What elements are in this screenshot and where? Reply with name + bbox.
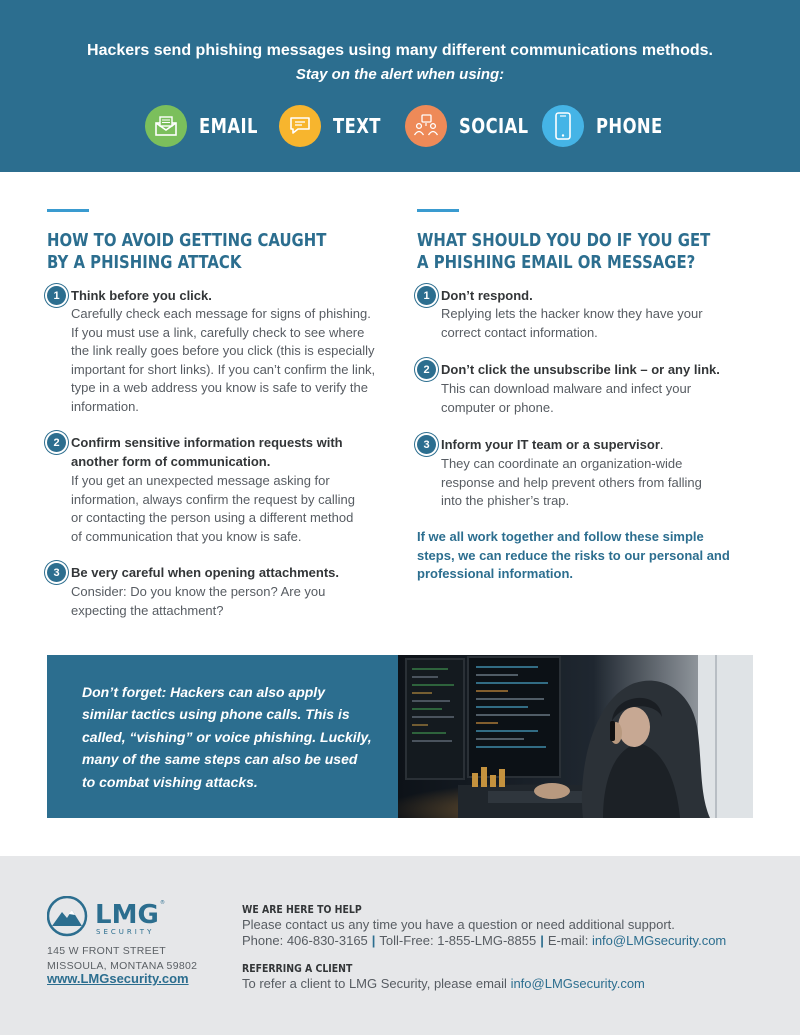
step-number-badge: 2 (417, 360, 436, 379)
hacker-photo (398, 655, 753, 818)
website-link[interactable]: www.LMGsecurity.com (47, 971, 189, 986)
address-line-2: MISSOULA, MONTANA 59802 (47, 960, 198, 972)
step-title: Be very careful when opening attachments. (71, 565, 340, 580)
method-text (279, 105, 391, 147)
step-body: They can coordinate an organization-wide response and help prevent others from falling into the phisher’s trap. (441, 456, 702, 509)
closing-message: If we all work together and follow these simple steps, we can reduce the risks to our personal and professional information. (417, 529, 730, 581)
referral-heading: REFERRING A CLIENT (242, 962, 353, 975)
step-number-badge: 3 (417, 435, 436, 454)
envelope-icon (145, 105, 187, 147)
step-title: Inform your IT team or a supervisor. (441, 437, 664, 452)
step-number-badge: 1 (47, 286, 66, 305)
email-label: E-mail: (547, 933, 589, 948)
step-number-badge: 1 (417, 286, 436, 305)
callout-text: Don’t forget: Hackers can also apply similar tactics using phone calls. This is called, “vishing” or voice phishing. Luckily, many of the same steps can also be used to combat vishing attacks. (82, 684, 372, 790)
method-email (145, 105, 271, 147)
smartphone-icon (542, 105, 584, 147)
method-phone (542, 105, 677, 147)
left-accent-bar (47, 209, 89, 212)
phone-number: Phone: 406-830-3165 (242, 933, 368, 948)
step-body: Carefully check each message for signs of phishing. If you must use a link, carefully check to see where the link really goes before you click (this is especially important for short links). If you can’t confirm the link, type in a web address you know is safe to verify the information. (71, 306, 376, 414)
svg-text:LMG: LMG (95, 900, 159, 930)
step-title: Confirm sensitive information requests with another form of communication. (71, 435, 343, 469)
right-heading: WHAT SHOULD YOU DO IF YOU GET A PHISHING EMAIL OR MESSAGE? (417, 231, 711, 273)
method-label: TEXT (333, 114, 381, 138)
header-intro: Hackers send phishing messages using many different communications methods. (87, 42, 713, 59)
left-heading: HOW TO AVOID GETTING CAUGHT BY A PHISHING ATTACK (47, 231, 327, 273)
vishing-callout (47, 655, 398, 818)
step-body: If you get an unexpected message asking for information, always confirm the request by calling or contacting the person using a different method of communication that you know is safe. (71, 473, 355, 544)
separator: | (540, 933, 544, 948)
step-number-badge: 3 (47, 563, 66, 582)
referral-text: To refer a client to LMG Security, please email info@LMGsecurity.com (242, 976, 645, 991)
chat-bubble-icon (279, 105, 321, 147)
step-body: This can download malware and infect your computer or phone. (441, 381, 692, 415)
address-line-1: 145 W FRONT STREET (47, 945, 166, 957)
header-banner (0, 0, 800, 172)
step-body: Replying lets the hacker know they have your correct contact information. (441, 306, 703, 340)
lmg-logo (47, 896, 172, 943)
svg-text:®: ® (160, 900, 165, 906)
step-title: Don’t respond. (441, 288, 533, 303)
separator: | (371, 933, 376, 948)
email-link[interactable]: info@LMGsecurity.com (591, 933, 727, 948)
right-accent-bar (417, 209, 459, 212)
step-body: Consider: Do you know the person? Are you expecting the attachment? (71, 584, 326, 618)
tollfree-number: Toll-Free: 1-855-LMG-8855 (379, 933, 537, 948)
help-heading: WE ARE HERE TO HELP (242, 903, 362, 916)
method-label: PHONE (596, 114, 663, 138)
svg-text:SECURITY: SECURITY (96, 928, 155, 936)
method-label: SOCIAL (459, 114, 529, 138)
help-text: Please contact us any time you have a question or need additional support. (242, 917, 675, 932)
method-label: EMAIL (199, 114, 258, 138)
step-title: Think before you click. (71, 288, 212, 303)
contact-line (242, 933, 726, 948)
social-people-icon (405, 105, 447, 147)
method-social (405, 105, 544, 147)
step-title: Don’t click the unsubscribe link – or any link. (441, 362, 720, 377)
header-subtitle: Stay on the alert when using: (295, 66, 505, 83)
step-number-badge: 2 (47, 433, 66, 452)
referral-email-link[interactable]: info@LMGsecurity.com (510, 976, 645, 991)
